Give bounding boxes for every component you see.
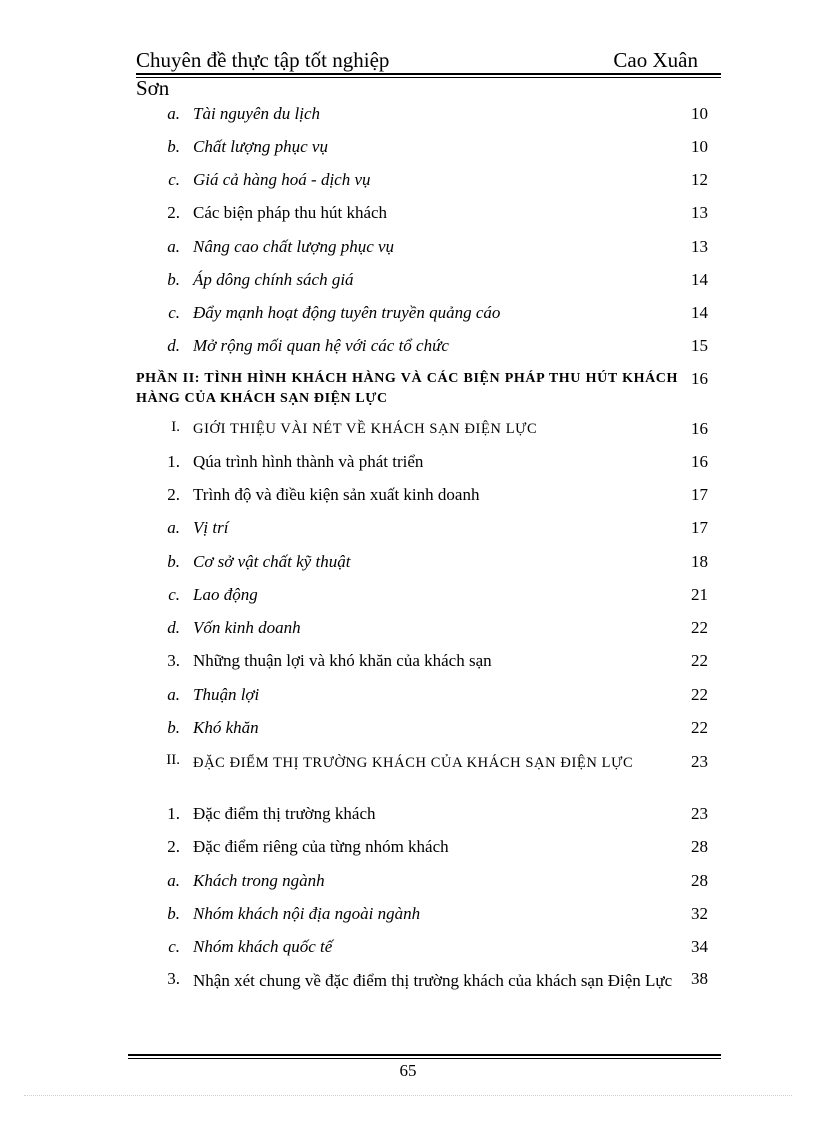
page-edge-divider [24, 1095, 792, 1096]
toc-entry-title: Lao động [193, 585, 258, 604]
toc-entry-number: I. [171, 419, 180, 435]
toc-entry-page: 17 [691, 518, 708, 537]
toc-entry-page: 12 [691, 170, 708, 189]
toc-entry-number: a. [167, 871, 180, 890]
toc-entry-page: 21 [691, 585, 708, 604]
header-rule-thin [136, 77, 721, 78]
toc-entry-page: 34 [691, 937, 708, 956]
toc-entry-number: 2. [167, 203, 180, 222]
toc-entry-page: 14 [691, 303, 708, 322]
toc-entry-title: Đặc điểm riêng của từng nhóm khách [193, 837, 449, 856]
toc-entry-number: II. [166, 752, 180, 768]
toc-entry-number: b. [167, 552, 180, 571]
toc-entry-page: 28 [691, 837, 708, 856]
toc-entry-number: c. [168, 937, 180, 956]
toc-entry-number: a. [167, 518, 180, 537]
toc-entry-title: Tài nguyên du lịch [193, 104, 321, 123]
toc-entry-number: a. [167, 237, 180, 256]
toc-entry-title: Khó khăn [193, 718, 259, 737]
toc-entry-page: 22 [691, 651, 708, 670]
toc-entry-number: b. [167, 137, 180, 156]
toc-entry-page: 23 [691, 752, 708, 771]
toc-entry-page: 16 [691, 369, 708, 388]
toc-entry-number: 1. [167, 452, 180, 471]
toc-entry-title: PHẦN II: TÌNH HÌNH KHÁCH HÀNG VÀ CÁC BIỆN PHÁP THU HÚT KHÁCH HÀNG CỦA KHÁCH SẠN ĐIỆN LỰC [136, 371, 678, 406]
toc-entry-page: 16 [691, 419, 708, 438]
header-rule [136, 73, 721, 75]
toc-entry-number: b. [167, 718, 180, 737]
toc-entry-page: 14 [691, 270, 708, 289]
toc-entry-page: 22 [691, 618, 708, 637]
toc-entry-number: 3. [167, 651, 180, 670]
toc-entry-number: a. [167, 685, 180, 704]
toc-entry-title: Vị trí [193, 518, 229, 537]
toc-entry-page: 13 [691, 237, 708, 256]
toc-entry-page: 18 [691, 552, 708, 571]
toc-entry-page: 32 [691, 904, 708, 923]
toc-entry-title: Chất lượng phục vụ [193, 137, 328, 156]
toc-entry-page: 23 [691, 804, 708, 823]
toc-entry-title: Mở rộng mối quan hệ với các tổ chức [193, 336, 449, 355]
toc-entry-page: 13 [691, 203, 708, 222]
page-header [136, 48, 720, 74]
toc-entry-title: Áp dông chính sách giá [193, 270, 354, 289]
toc-entry-title: Đặc điểm thị trường khách [193, 804, 376, 823]
toc-entry-page: 22 [691, 685, 708, 704]
toc-entry-page: 16 [691, 452, 708, 471]
toc-entry-number: b. [167, 904, 180, 923]
toc-entry-number: 1. [167, 804, 180, 823]
toc-entry-number: c. [168, 585, 180, 604]
toc-entry-title: Khách trong ngành [193, 871, 325, 890]
toc-entry-number: b. [167, 270, 180, 289]
toc-entry-title: Giá cả hàng hoá - dịch vụ [193, 170, 371, 189]
toc-entry-number: 2. [167, 485, 180, 504]
toc-entry-page: 10 [691, 137, 708, 156]
toc-entry-title: Nhóm khách nội địa ngoài ngành [193, 904, 421, 923]
footer-rule-thin [128, 1058, 721, 1059]
toc-entry-number: a. [167, 104, 180, 123]
toc-entry-number: c. [168, 170, 180, 189]
footer-rule [128, 1054, 721, 1056]
header-document-title: Chuyên đề thực tập tốt nghiệp [136, 48, 390, 72]
toc-entry-title: Cơ sở vật chất kỹ thuật [193, 552, 351, 571]
toc-entry-number: 3. [167, 969, 180, 988]
toc-entry-page: 17 [691, 485, 708, 504]
toc-entry-title: Đẩy mạnh hoạt động tuyên truyền quảng cáo [193, 303, 501, 322]
toc-entry-title: Thuận lợi [193, 685, 260, 704]
toc-entry-page: 22 [691, 718, 708, 737]
toc-entry-title: Vốn kinh doanh [193, 618, 301, 637]
toc-entry-title: ĐẶC ĐIỂM THỊ TRƯỜNG KHÁCH CỦA KHÁCH SẠN ĐIỆN LỰC [193, 755, 634, 771]
toc-entry-number: d. [167, 336, 180, 355]
page-number: 65 [399, 1061, 417, 1080]
toc-entry-title: Nhóm khách quốc tế [193, 937, 333, 956]
header-author-name: Cao Xuân [613, 48, 698, 72]
toc-entry-page: 10 [691, 104, 708, 123]
header-author-continuation: Sơn [136, 76, 170, 100]
toc-entry-title: GIỚI THIỆU VÀI NÉT VỀ KHÁCH SẠN ĐIỆN LỰC [193, 421, 538, 437]
toc-entry-title: Nâng cao chất lượng phục vụ [193, 237, 395, 256]
toc-entry-number: c. [168, 303, 180, 322]
toc-entry-title: Những thuận lợi và khó khăn của khách sạn [193, 651, 492, 670]
toc-entry-number: d. [167, 618, 180, 637]
toc-entry-title: Các biện pháp thu hút khách [193, 203, 388, 222]
toc-entry-title: Trình độ và điều kiện sản xuất kinh doanh [193, 485, 480, 504]
toc-entry-title: Nhận xét chung về đặc điểm thị trường khách của khách sạn Điện Lực [193, 971, 673, 990]
toc-entry-page: 15 [691, 336, 708, 355]
toc-entry-page: 28 [691, 871, 708, 890]
toc-entry-page: 38 [691, 969, 708, 988]
toc-entry-number: 2. [167, 837, 180, 856]
toc-entry-title: Qúa trình hình thành và phát triển [193, 452, 424, 471]
